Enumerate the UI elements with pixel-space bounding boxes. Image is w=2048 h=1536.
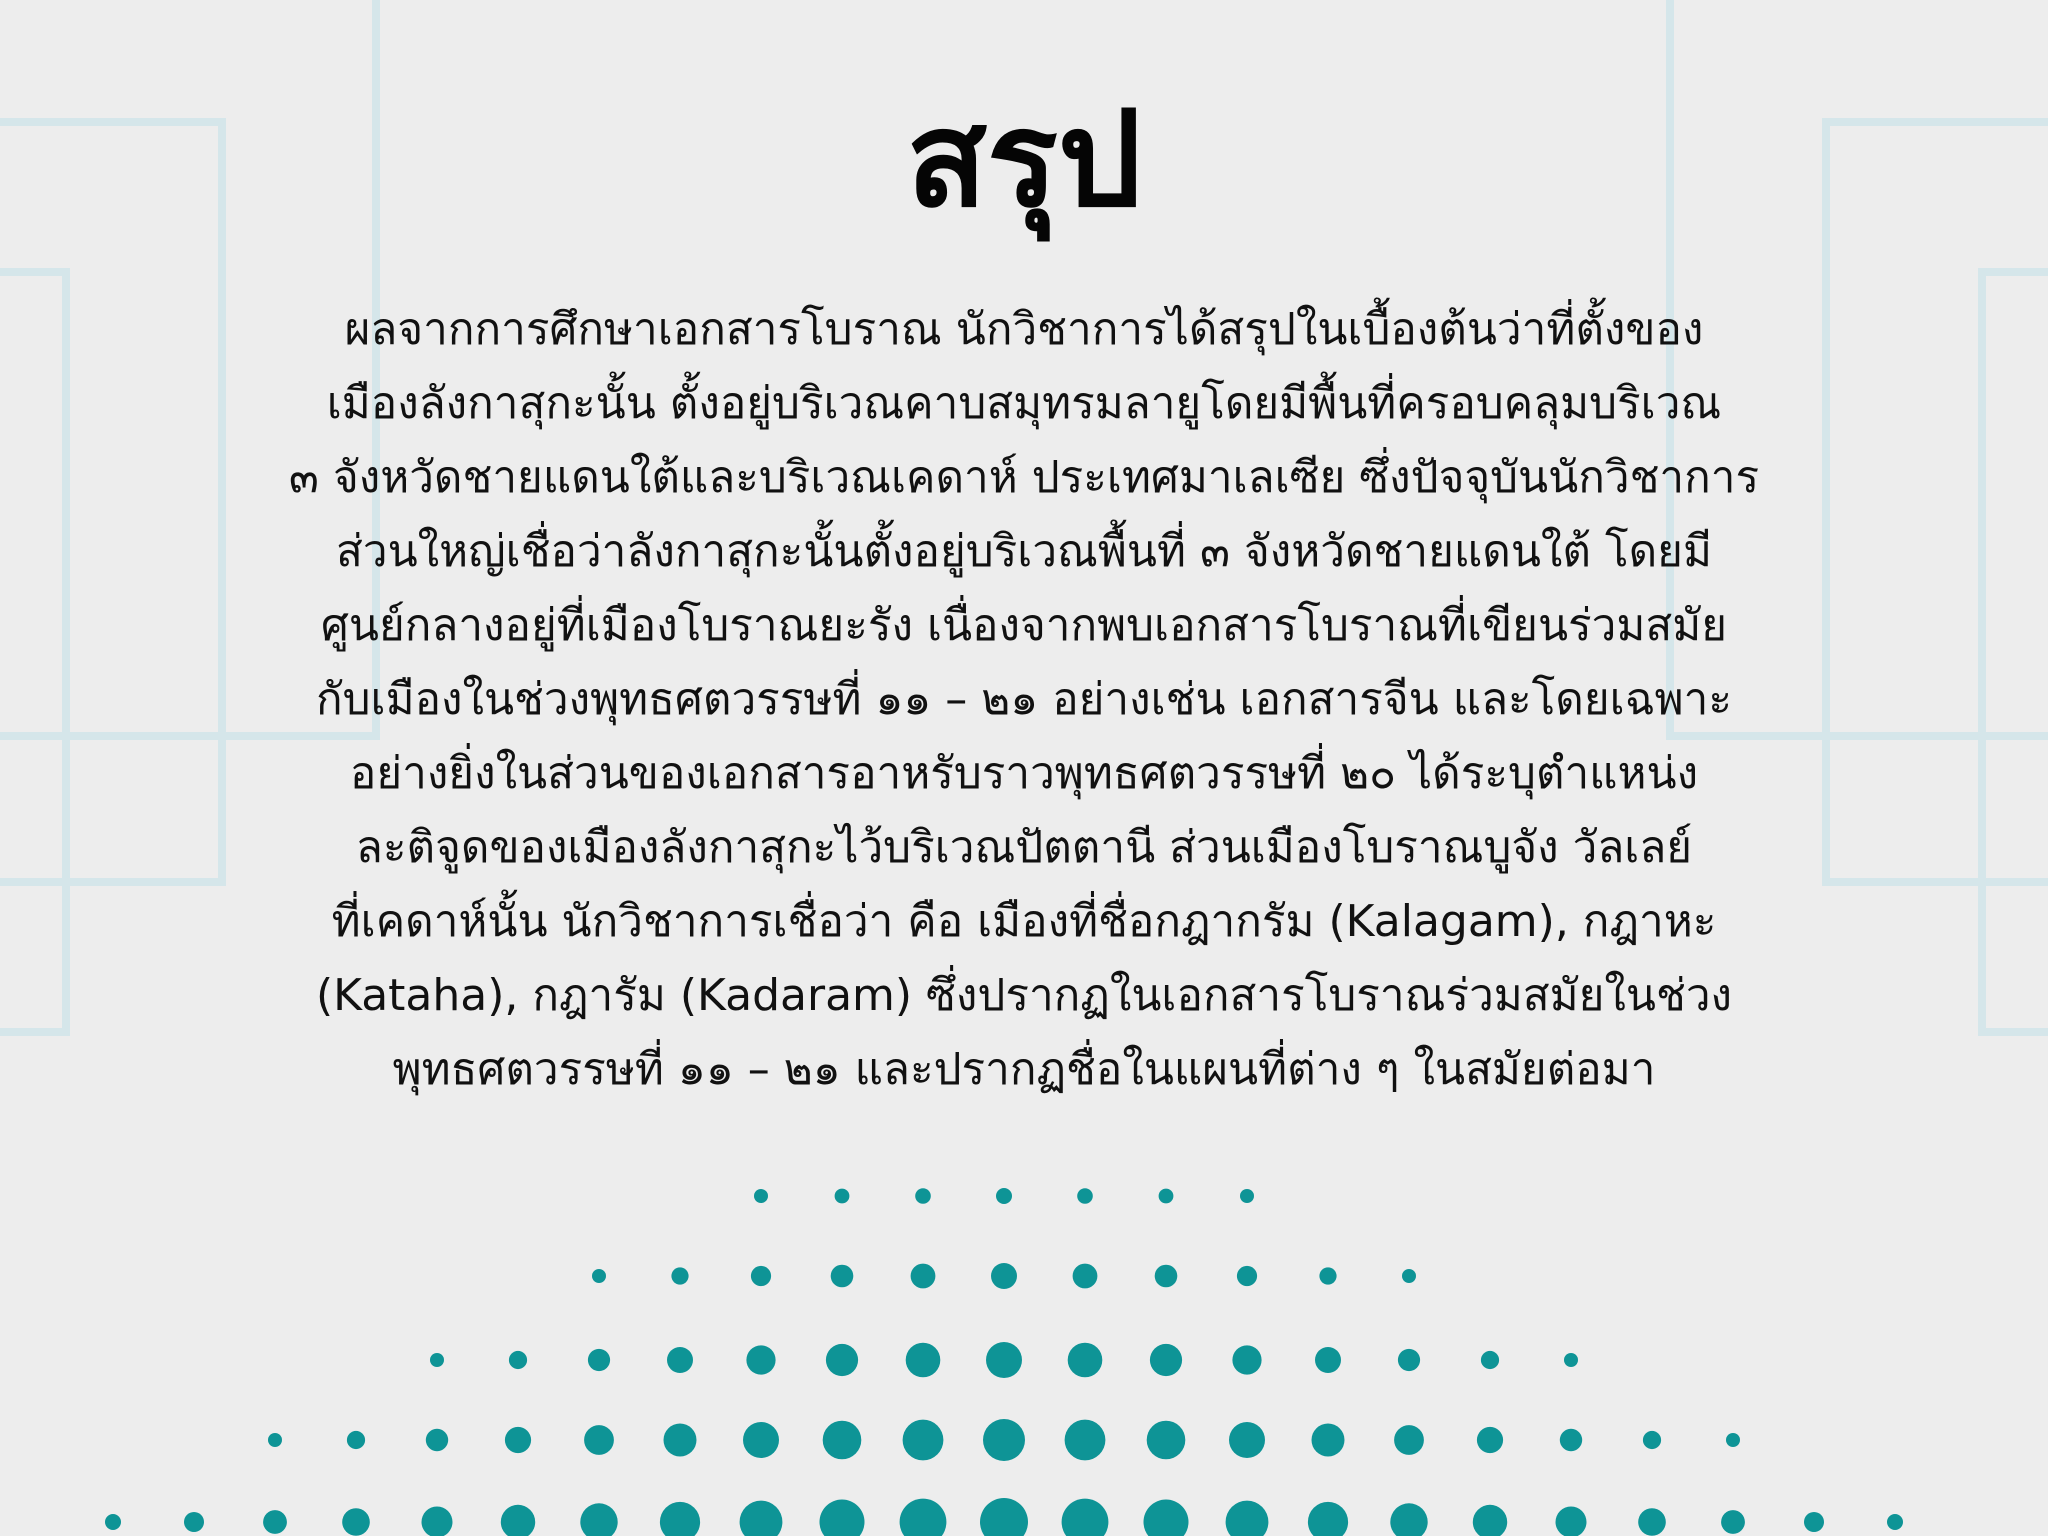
halftone-dot <box>906 1343 941 1378</box>
halftone-dot <box>996 1188 1012 1204</box>
halftone-dot <box>743 1422 779 1458</box>
paragraph-line: ศูนย์กลางอยู่ที่เมืองโบราณยะรัง เนื่องจากพบเอกสารโบราณที่เขียนร่วมสมัย <box>320 600 1728 651</box>
halftone-dot <box>751 1266 771 1286</box>
halftone-dot <box>991 1263 1017 1289</box>
paragraph-line: ส่วนใหญ่เชื่อว่าลังกาสุกะนั้นตั้งอยู่บริเวณพื้นที่ ๓ จังหวัดชายแดนใต้ โดยมี <box>336 526 1712 577</box>
paragraph-line: อย่างยิ่งในส่วนของเอกสารอาหรับราวพุทธศตวรรษที่ ๒๐ ได้ระบุตำแหน่ง <box>349 748 1699 799</box>
halftone-dot <box>580 1503 617 1536</box>
halftone-dot <box>746 1345 775 1374</box>
halftone-dot <box>660 1502 700 1536</box>
halftone-dot <box>667 1347 693 1373</box>
halftone-dot <box>1155 1265 1178 1288</box>
halftone-dot <box>900 1499 947 1536</box>
halftone-dot <box>835 1189 850 1204</box>
halftone-dot <box>105 1514 121 1530</box>
halftone-dot <box>509 1351 527 1369</box>
halftone-dot <box>1077 1188 1093 1204</box>
halftone-dot <box>826 1344 858 1376</box>
decorative-frame-right-inner <box>1978 268 2048 1036</box>
halftone-dot <box>1068 1343 1103 1378</box>
halftone-dot <box>1315 1347 1341 1373</box>
halftone-dot <box>1232 1345 1261 1374</box>
halftone-dot <box>268 1433 282 1447</box>
halftone-dot <box>1065 1420 1106 1461</box>
halftone-dot <box>671 1267 688 1284</box>
halftone-dot <box>1481 1351 1499 1369</box>
halftone-dot <box>820 1500 865 1536</box>
halftone-dot <box>1394 1425 1424 1455</box>
halftone-dots-decoration <box>0 1150 2048 1536</box>
halftone-dot <box>501 1505 535 1536</box>
halftone-dot <box>1312 1424 1345 1457</box>
halftone-dot <box>1402 1269 1416 1283</box>
halftone-dot <box>1560 1429 1582 1451</box>
halftone-dot <box>1240 1189 1254 1203</box>
page-title: สรุป <box>906 83 1142 237</box>
halftone-dot <box>1237 1266 1257 1286</box>
paragraph-line: ละติจูดของเมืองลังกาสุกะไว้บริเวณปัตตานี ส่วนเมืองโบราณบูจัง วัลเลย์ <box>355 822 1693 873</box>
halftone-dot <box>823 1421 862 1460</box>
halftone-dot <box>1638 1508 1666 1536</box>
halftone-dot <box>983 1419 1025 1461</box>
halftone-dot <box>347 1431 365 1449</box>
paragraph-line: กับเมืองในช่วงพุทธศตวรรษที่ ๑๑ – ๒๑ อย่างเช่น เอกสารจีน และโดยเฉพาะ <box>315 674 1733 725</box>
halftone-dot <box>1390 1503 1427 1536</box>
halftone-dot <box>980 1498 1028 1536</box>
paragraph-line: ที่เคดาห์นั้น นักวิชาการเชื่อว่า คือ เมืองที่ชื่อกฎากรัม (Kalagam), กฎาหะ <box>331 896 1717 947</box>
halftone-dot <box>1062 1499 1109 1536</box>
paragraph-line: พุทธศตวรรษที่ ๑๑ – ๒๑ และปรากฏชื่อในแผนที่ต่าง ๆ ในสมัยต่อมา <box>392 1044 1656 1095</box>
paragraph-line: ผลจากการศึกษาเอกสารโบราณ นักวิชาการได้สรุปในเบื้องต้นว่าที่ตั้งของ <box>344 304 1704 355</box>
halftone-dot <box>903 1420 944 1461</box>
halftone-dot <box>584 1425 614 1455</box>
halftone-dot <box>426 1429 448 1451</box>
halftone-dot <box>664 1424 697 1457</box>
halftone-dot <box>263 1510 287 1534</box>
halftone-dot <box>1726 1433 1740 1447</box>
halftone-dot <box>740 1501 783 1536</box>
paragraph-line: ๓ จังหวัดชายแดนใต้และบริเวณเคดาห์ ประเทศมาเลเซีย ซึ่งปัจจุบันนักวิชาการ <box>288 452 1760 503</box>
halftone-dot <box>1398 1349 1420 1371</box>
halftone-dot <box>1477 1427 1503 1453</box>
halftone-dot <box>1721 1510 1745 1534</box>
halftone-dot <box>342 1508 370 1536</box>
halftone-dot <box>831 1265 854 1288</box>
halftone-dot <box>986 1342 1022 1378</box>
halftone-dot <box>1147 1421 1186 1460</box>
halftone-dot <box>1073 1264 1098 1289</box>
halftone-dot <box>588 1349 610 1371</box>
halftone-dot <box>1159 1189 1174 1204</box>
decorative-frame-left-inner <box>0 268 70 1036</box>
halftone-dot <box>1226 1501 1269 1536</box>
halftone-dot <box>915 1188 931 1204</box>
halftone-dot <box>430 1353 444 1367</box>
paragraph-line: (Kataha), กฎารัม (Kadaram) ซึ่งปรากฏในเอกสารโบราณร่วมสมัยในช่วง <box>315 970 1733 1021</box>
halftone-dot <box>754 1189 768 1203</box>
halftone-dot <box>1643 1431 1661 1449</box>
halftone-dot <box>1804 1512 1824 1532</box>
halftone-dot <box>184 1512 204 1532</box>
halftone-dot <box>422 1507 453 1536</box>
halftone-dot <box>1887 1514 1903 1530</box>
halftone-dot <box>1144 1500 1189 1536</box>
paragraph-line: เมืองลังกาสุกะนั้น ตั้งอยู่บริเวณคาบสมุทรมลายูโดยมีพื้นที่ครอบคลุมบริเวณ <box>326 378 1722 429</box>
halftone-dot <box>1556 1507 1587 1536</box>
halftone-dot <box>592 1269 606 1283</box>
halftone-dot <box>1308 1502 1348 1536</box>
halftone-dot <box>1150 1344 1182 1376</box>
summary-paragraph <box>200 293 1848 1107</box>
halftone-dot <box>1564 1353 1578 1367</box>
halftone-dot <box>1319 1267 1336 1284</box>
halftone-dot <box>1229 1422 1265 1458</box>
halftone-dot <box>1473 1505 1507 1536</box>
halftone-dot <box>505 1427 531 1453</box>
halftone-dot <box>911 1264 936 1289</box>
